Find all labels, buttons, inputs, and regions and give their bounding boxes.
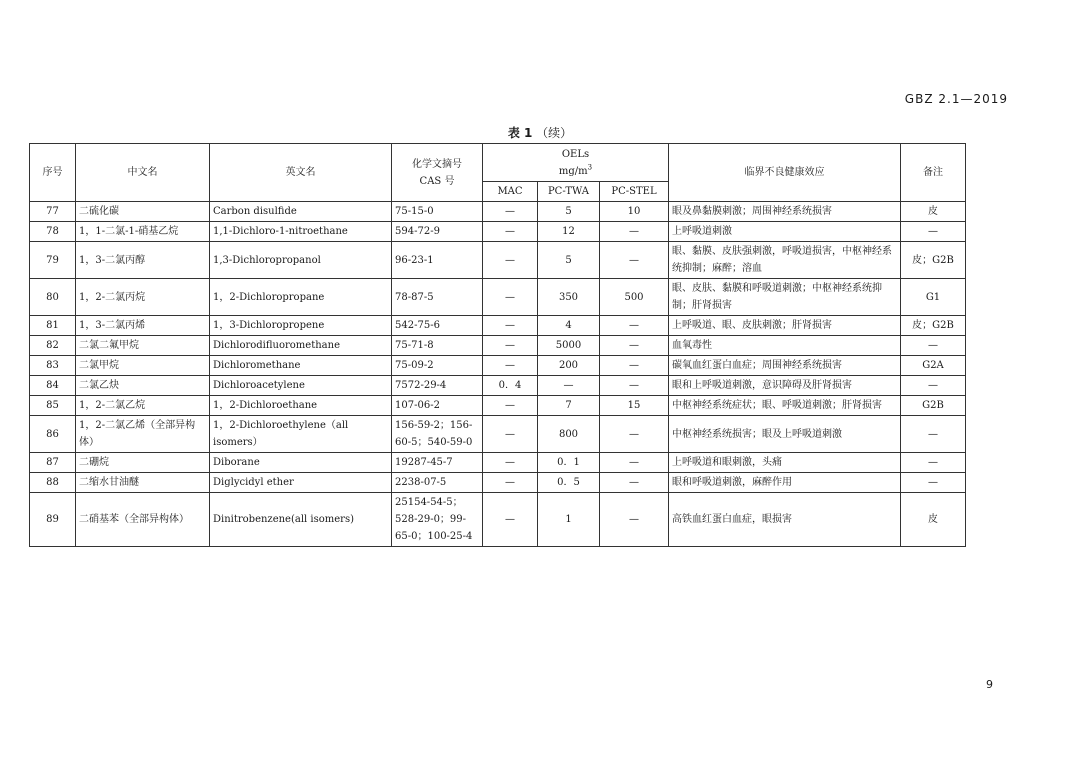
cell-en-name: Diborane (210, 453, 392, 473)
cell-note: — (901, 453, 966, 473)
cell-note: — (901, 473, 966, 493)
table-row (30, 222, 966, 242)
header-oels-unit-sup: 3 (587, 163, 593, 172)
cell-note: 皮；G2B (901, 316, 966, 336)
cell-mac: — (483, 416, 538, 453)
table-row (30, 242, 966, 279)
cell-pc-stel: — (600, 336, 669, 356)
cell-effect: 碳氧血红蛋白血症；周围神经系统损害 (669, 356, 901, 376)
cell-cn-name: 二氯乙炔 (76, 376, 210, 396)
cell-cas: 25154-54-5；528-29-0；99-65-0；100-25-4 (392, 493, 483, 547)
cell-mac: — (483, 336, 538, 356)
cell-cas: 2238-07-5 (392, 473, 483, 493)
cell-seq: 83 (30, 356, 76, 376)
cell-pc-stel: — (600, 453, 669, 473)
cell-cn-name: 1，1-二氯-1-硝基乙烷 (76, 222, 210, 242)
cell-mac: — (483, 453, 538, 473)
cell-seq: 89 (30, 493, 76, 547)
page-number: 9 (986, 678, 993, 691)
cell-en-name: Dichloromethane (210, 356, 392, 376)
cell-en-name: 1,3-Dichloropropanol (210, 242, 392, 279)
cell-mac: — (483, 279, 538, 316)
table-row (30, 316, 966, 336)
cell-cn-name: 二硫化碳 (76, 202, 210, 222)
caption-label: 表 1 (507, 126, 533, 140)
cell-seq: 77 (30, 202, 76, 222)
cell-mac: — (483, 396, 538, 416)
cell-pc-stel: — (600, 376, 669, 396)
cell-seq: 82 (30, 336, 76, 356)
cell-en-name: 1，2-Dichloroethylene（all isomers） (210, 416, 392, 453)
cell-cn-name: 二氯甲烷 (76, 356, 210, 376)
cell-pc-twa: — (538, 376, 600, 396)
cell-en-name: 1，3-Dichloropropene (210, 316, 392, 336)
header-pc-stel: PC-STEL (600, 182, 669, 202)
cell-en-name: 1,1-Dichloro-1-nitroethane (210, 222, 392, 242)
cell-cas: 75-71-8 (392, 336, 483, 356)
table-row (30, 416, 966, 453)
cell-effect: 眼、黏膜、皮肤强刺激，呼吸道损害，中枢神经系统抑制；麻醉；溶血 (669, 242, 901, 279)
header-oels-unit-text: mg/m (558, 165, 588, 177)
cell-en-name: Dichloroacetylene (210, 376, 392, 396)
cell-seq: 79 (30, 242, 76, 279)
cell-cas: 96-23-1 (392, 242, 483, 279)
cell-cas: 542-75-6 (392, 316, 483, 336)
table-row (30, 356, 966, 376)
caption-suffix: （续） (536, 126, 573, 140)
cell-cn-name: 1，3-二氯丙烯 (76, 316, 210, 336)
cell-cn-name: 二缩水甘油醚 (76, 473, 210, 493)
cell-mac: — (483, 242, 538, 279)
cell-seq: 84 (30, 376, 76, 396)
oel-table (29, 143, 966, 547)
cell-note: — (901, 376, 966, 396)
cell-pc-twa: 4 (538, 316, 600, 336)
cell-pc-stel: — (600, 493, 669, 547)
cell-en-name: Carbon disulfide (210, 202, 392, 222)
cell-note: — (901, 336, 966, 356)
cell-effect: 高铁血红蛋白血症，眼损害 (669, 493, 901, 547)
header-seq: 序号 (30, 144, 76, 202)
cell-note: 皮 (901, 493, 966, 547)
cell-pc-twa: 7 (538, 396, 600, 416)
cell-effect: 上呼吸道和眼刺激，头痛 (669, 453, 901, 473)
cell-cas: 107-06-2 (392, 396, 483, 416)
cell-note: G2A (901, 356, 966, 376)
cell-cn-name: 二氯二氟甲烷 (76, 336, 210, 356)
table-row (30, 396, 966, 416)
cell-cas: 75-09-2 (392, 356, 483, 376)
cell-cn-name: 1，2-二氯乙烯（全部异构体） (76, 416, 210, 453)
cell-effect: 中枢神经系统损害；眼及上呼吸道刺激 (669, 416, 901, 453)
header-oels-unit (486, 163, 665, 180)
header-effect: 临界不良健康效应 (669, 144, 901, 202)
cell-pc-twa: 200 (538, 356, 600, 376)
header-note: 备注 (901, 144, 966, 202)
cell-effect: 血氧毒性 (669, 336, 901, 356)
cell-pc-stel: 500 (600, 279, 669, 316)
cell-pc-stel: 10 (600, 202, 669, 222)
cell-effect: 上呼吸道、眼、皮肤刺激；肝肾损害 (669, 316, 901, 336)
cell-cas: 594-72-9 (392, 222, 483, 242)
table-row (30, 473, 966, 493)
cell-effect: 眼和上呼吸道刺激，意识障碍及肝肾损害 (669, 376, 901, 396)
cell-cas: 75-15-0 (392, 202, 483, 222)
cell-pc-twa: 350 (538, 279, 600, 316)
cell-note: G2B (901, 396, 966, 416)
cell-pc-stel: 15 (600, 396, 669, 416)
cell-cn-name: 1，2-二氯乙烷 (76, 396, 210, 416)
table-row (30, 279, 966, 316)
cell-pc-twa: 1 (538, 493, 600, 547)
header-oels-title: OELs (561, 148, 590, 160)
header-oels (483, 144, 669, 182)
table-row (30, 493, 966, 547)
cell-cas: 156-59-2；156-60-5；540-59-0 (392, 416, 483, 453)
cell-mac: 0．4 (483, 376, 538, 396)
cell-mac: — (483, 316, 538, 336)
cell-en-name: 1，2-Dichloroethane (210, 396, 392, 416)
cell-seq: 81 (30, 316, 76, 336)
cell-cn-name: 1，3-二氯丙醇 (76, 242, 210, 279)
cell-pc-stel: — (600, 316, 669, 336)
cell-seq: 80 (30, 279, 76, 316)
cell-en-name: Dinitrobenzene(all isomers) (210, 493, 392, 547)
cell-seq: 86 (30, 416, 76, 453)
cell-note: — (901, 416, 966, 453)
cell-mac: — (483, 202, 538, 222)
cell-note: 皮；G2B (901, 242, 966, 279)
cell-pc-stel: — (600, 356, 669, 376)
header-cas-line1: 化学文摘号 (412, 158, 462, 170)
table-row (30, 336, 966, 356)
header-cas-line2: CAS 号 (419, 175, 455, 187)
cell-mac: — (483, 493, 538, 547)
cell-pc-twa: 800 (538, 416, 600, 453)
cell-effect: 眼及鼻黏膜刺激；周围神经系统损害 (669, 202, 901, 222)
cell-cn-name: 二硝基苯（全部异构体） (76, 493, 210, 547)
cell-en-name: Dichlorodifluoromethane (210, 336, 392, 356)
header-pc-twa: PC-TWA (538, 182, 600, 202)
cell-pc-twa: 0．1 (538, 453, 600, 473)
cell-cas: 19287-45-7 (392, 453, 483, 473)
cell-seq: 87 (30, 453, 76, 473)
cell-note: G1 (901, 279, 966, 316)
cell-cn-name: 二硼烷 (76, 453, 210, 473)
table-row (30, 453, 966, 473)
cell-cas: 78-87-5 (392, 279, 483, 316)
cell-cn-name: 1，2-二氯丙烷 (76, 279, 210, 316)
cell-pc-stel: — (600, 416, 669, 453)
header-en-name: 英文名 (210, 144, 392, 202)
cell-seq: 85 (30, 396, 76, 416)
cell-cas: 7572-29-4 (392, 376, 483, 396)
cell-effect: 上呼吸道刺激 (669, 222, 901, 242)
header-cn-name: 中文名 (76, 144, 210, 202)
cell-pc-stel: — (600, 222, 669, 242)
cell-mac: — (483, 222, 538, 242)
header-cas (392, 144, 483, 202)
cell-mac: — (483, 356, 538, 376)
cell-pc-twa: 0．5 (538, 473, 600, 493)
table-row (30, 202, 966, 222)
table-caption (0, 124, 1080, 141)
standard-code: GBZ 2.1—2019 (904, 92, 1008, 106)
cell-seq: 88 (30, 473, 76, 493)
cell-mac: — (483, 473, 538, 493)
cell-note: 皮 (901, 202, 966, 222)
cell-pc-twa: 5 (538, 242, 600, 279)
cell-effect: 眼和呼吸道刺激，麻醉作用 (669, 473, 901, 493)
cell-effect: 中枢神经系统症状；眼、呼吸道刺激；肝肾损害 (669, 396, 901, 416)
cell-pc-twa: 12 (538, 222, 600, 242)
cell-en-name: 1，2-Dichloropropane (210, 279, 392, 316)
cell-pc-twa: 5 (538, 202, 600, 222)
cell-seq: 78 (30, 222, 76, 242)
table-row (30, 376, 966, 396)
cell-en-name: Diglycidyl ether (210, 473, 392, 493)
cell-pc-stel: — (600, 473, 669, 493)
header-mac: MAC (483, 182, 538, 202)
cell-effect: 眼、皮肤、黏膜和呼吸道刺激；中枢神经系统抑制；肝肾损害 (669, 279, 901, 316)
cell-pc-twa: 5000 (538, 336, 600, 356)
cell-pc-stel: — (600, 242, 669, 279)
cell-note: — (901, 222, 966, 242)
